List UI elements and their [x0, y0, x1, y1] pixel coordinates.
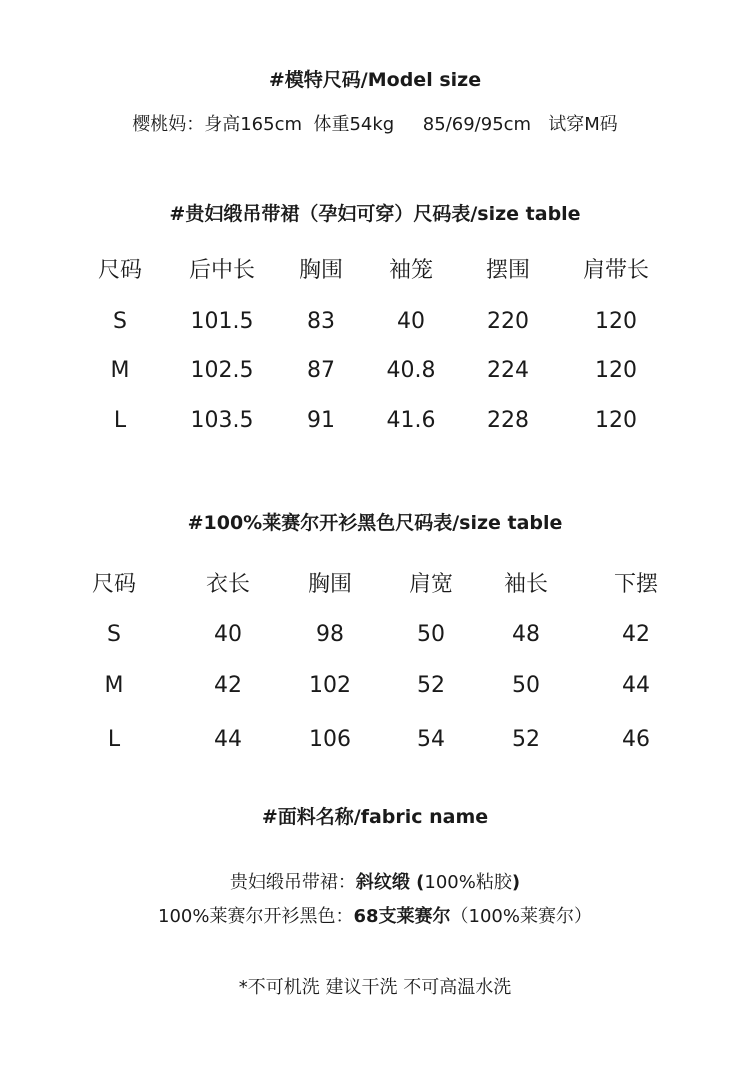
dress-cell-armhole: 40: [397, 309, 425, 334]
dress-cell-bust: 83: [307, 309, 335, 334]
cardigan-header-size: 尺码: [91, 572, 136, 597]
cardigan-header-shoulder: 肩宽: [408, 572, 453, 597]
dress-cell-size: L: [113, 408, 127, 433]
dress-cell-back-length: 101.5: [190, 309, 254, 334]
cardigan-cell-sleeve: 48: [512, 622, 540, 647]
cardigan-cell-hem: 44: [622, 673, 650, 698]
cardigan-header-sleeve: 袖长: [503, 572, 548, 597]
dress-cell-size: M: [110, 358, 130, 383]
cardigan-cell-sleeve: 52: [512, 727, 540, 752]
cardigan-cell-length: 42: [214, 673, 242, 698]
cardigan-header-length: 衣长: [205, 572, 250, 597]
fabric-line-cardigan: [0, 905, 750, 929]
fabric-dress-close-paren: ): [511, 872, 521, 893]
table-row: [0, 356, 750, 386]
dress-cell-hem: 224: [487, 358, 529, 383]
cardigan-cell-shoulder: 54: [417, 727, 445, 752]
dress-header-back-length: 后中长: [188, 258, 255, 283]
dress-table-heading: #贵妇缎吊带裙（孕妇可穿）尺码表/size table: [169, 203, 581, 225]
cardigan-cell-hem: 42: [622, 622, 650, 647]
table-row: [0, 307, 750, 337]
fabric-heading: #面料名称/fabric name: [261, 806, 489, 828]
care-note: *不可机洗 建议干洗 不可高温水洗: [238, 977, 512, 998]
dress-cell-strap-length: 120: [595, 358, 637, 383]
fabric-dress-material: 斜纹缎 (: [355, 872, 425, 893]
dress-cell-back-length: 102.5: [190, 358, 254, 383]
cardigan-cell-bust: 98: [316, 622, 344, 647]
fabric-cardigan-material: 68支莱赛尔: [353, 906, 451, 927]
dress-cell-back-length: 103.5: [190, 408, 254, 433]
cardigan-header-bust: 胸围: [307, 572, 352, 597]
dress-cell-hem: 220: [487, 309, 529, 334]
fabric-dress-label: 贵妇缎吊带裙：: [229, 872, 356, 893]
table-row: [0, 671, 750, 701]
dress-cell-size: S: [113, 309, 127, 334]
dress-header-hem: 摆围: [485, 258, 530, 283]
dress-cell-bust: 87: [307, 358, 335, 383]
cardigan-cell-bust: 102: [309, 673, 351, 698]
table-row: [0, 725, 750, 755]
cardigan-cell-length: 40: [214, 622, 242, 647]
dress-table-header-row: [0, 256, 750, 286]
cardigan-cell-sleeve: 50: [512, 673, 540, 698]
dress-header-strap-length: 肩带长: [582, 258, 649, 283]
cardigan-table-heading: #100%莱赛尔开衫黑色尺码表/size table: [187, 512, 563, 534]
dress-header-bust: 胸围: [298, 258, 343, 283]
model-size-info: 樱桃妈：身高165cm 体重54kg 85/69/95cm 试穿M码: [132, 114, 618, 135]
dress-cell-armhole: 41.6: [386, 408, 436, 433]
cardigan-cell-shoulder: 50: [417, 622, 445, 647]
fabric-cardigan-composition: （100%莱赛尔）: [450, 906, 592, 927]
dress-cell-strap-length: 120: [595, 408, 637, 433]
dress-cell-bust: 91: [307, 408, 335, 433]
fabric-dress-composition: 100%粘胶: [424, 872, 512, 893]
cardigan-cell-shoulder: 52: [417, 673, 445, 698]
cardigan-cell-size: S: [107, 622, 121, 647]
cardigan-cell-hem: 46: [622, 727, 650, 752]
dress-cell-armhole: 40.8: [386, 358, 436, 383]
cardigan-cell-length: 44: [214, 727, 242, 752]
table-row: [0, 620, 750, 650]
cardigan-header-hem: 下摆: [613, 572, 658, 597]
cardigan-cell-size: M: [104, 673, 124, 698]
dress-header-armhole: 袖笼: [388, 258, 433, 283]
dress-header-size: 尺码: [97, 258, 142, 283]
cardigan-cell-bust: 106: [309, 727, 351, 752]
dress-cell-hem: 228: [487, 408, 529, 433]
fabric-line-dress: [0, 871, 750, 895]
fabric-cardigan-label: 100%莱赛尔开衫黑色：: [158, 906, 354, 927]
dress-cell-strap-length: 120: [595, 309, 637, 334]
cardigan-table-header-row: [0, 570, 750, 600]
table-row: [0, 406, 750, 436]
model-size-heading: #模特尺码/Model size: [268, 69, 482, 91]
cardigan-cell-size: L: [107, 727, 121, 752]
